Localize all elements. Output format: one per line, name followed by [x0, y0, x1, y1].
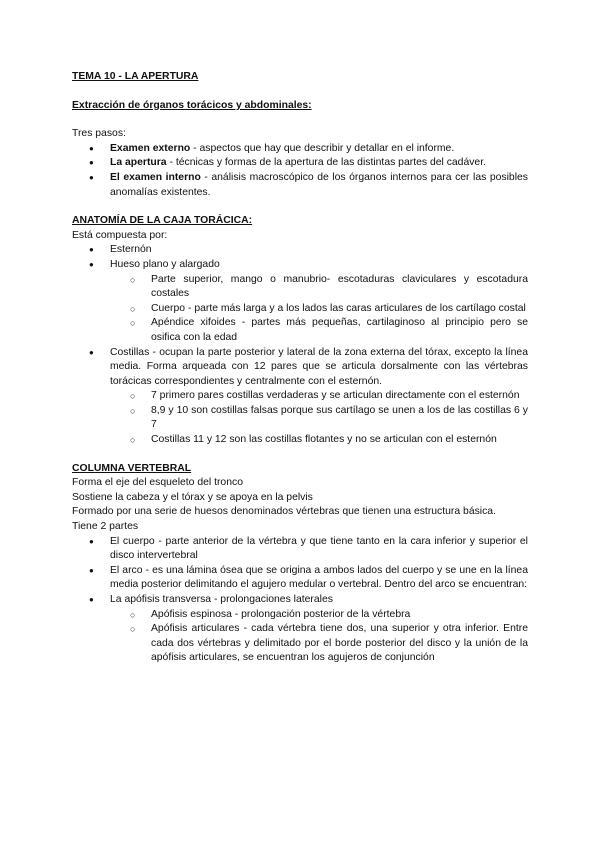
- list-item: ● El arco - es una lámina ósea que se origina a ambos lados del cuerpo y se une en la línea media posterior delimitando el agujero medular o vertebral. Dentro del arco se encuentran:: [72, 564, 528, 593]
- sub-list-item: ○ Costillas 11 y 12 son las costillas flotantes y no se articulan con el esternón: [72, 433, 528, 448]
- sub-list-item: ○ Cuerpo - parte más larga y a los lados las caras articulares de los cartílago costal: [72, 302, 528, 317]
- sub-list-item: ○ Apéndice xifoides - partes más pequeñas, cartilaginoso al principio pero se osifica con la edad: [72, 316, 528, 345]
- list-item: ● Esternón: [72, 243, 528, 258]
- paragraph-line: Formado por una serie de huesos denominados vértebras que tienen una estructura básica.: [72, 506, 496, 518]
- document-page: [72, 70, 528, 666]
- list-item: ● Examen externo - aspectos que hay que describir y detallar en el informe.: [72, 142, 528, 157]
- steps-list: [72, 142, 528, 200]
- section-title-extraccion: Extracción de órganos torácicos y abdominales:: [72, 99, 312, 111]
- list-item: ● El examen interno - análisis macroscópico de los órganos internos para cer las posibles anomalías existentes.: [72, 171, 528, 200]
- section-intro: Tres pasos:: [72, 128, 126, 140]
- list-item: ● Costillas - ocupan la parte posterior y lateral de la zona externa del tórax, excepto la línea media. Forma arqueada con 12 pares que se articula dorsalmente con las vértebras torácicas correspondientes y centralmente con el esternón. ○ 7 primero pares costillas verdaderas y se articulan directamente con el esternón ○ 8,9 y 10 son costillas falsas porque sus cartílago se unen a los de las costillas 6 y 7 ○ Costillas 11 y 12 son las costillas flotantes y no se articulan con el esternón: [72, 346, 528, 448]
- sub-list-item: ○ Apófisis articulares - cada vértebra tiene dos, una superior y otra inferior. Entre cada dos vértebras y delimitado por el borde posterior del disco y la unión de la apófisis articulares, se encuentran los agujeros de conjunción: [72, 622, 528, 666]
- sub-list: [110, 389, 528, 447]
- paragraph-line: Sostiene la cabeza y el tórax y se apoya en la pelvis: [72, 491, 313, 503]
- section-intro: Está compuesta por:: [72, 229, 168, 241]
- list-item: ● La apófisis transversa - prolongaciones laterales ○ Apófisis espinosa - prolongación posterior de la vértebra ○ Apófisis articulares - cada vértebra tiene dos, una superior y otra inferior. Entre cada dos vértebras y delimitado por el borde posterior del disco y la unión de la apófisis articulares, se encuentran los agujeros de conjunción: [72, 593, 528, 666]
- sub-list-item: ○ Parte superior, mango o manubrio- escotaduras claviculares y escotadura costales: [72, 273, 528, 302]
- sub-list: [110, 608, 528, 666]
- anatomy-list: [72, 243, 528, 447]
- sub-list-item: ○ Apófisis espinosa - prolongación posterior de la vértebra: [72, 608, 528, 623]
- paragraph-line: Forma el eje del esqueleto del tronco: [72, 477, 243, 489]
- paragraph-line: Tiene 2 partes: [72, 521, 139, 533]
- sub-list-item: ○ 7 primero pares costillas verdaderas y se articulan directamente con el esternón: [72, 389, 528, 404]
- list-item: ● Hueso plano y alargado ○ Parte superior, mango o manubrio- escotaduras claviculares y escotadura costales ○ Cuerpo - parte más larga y a los lados las caras articulares de los cartílago costal ○ Apéndice xifoides - partes más pequeñas, cartilaginoso al principio pero se osifica con la edad: [72, 258, 528, 346]
- sub-list: [110, 273, 528, 346]
- document-heading: TEMA 10 - LA APERTURA: [72, 71, 199, 82]
- list-item: ● La apertura - técnicas y formas de la apertura de las distintas partes del cadáver.: [72, 156, 528, 171]
- sub-list-item: ○ 8,9 y 10 son costillas falsas porque sus cartílago se unen a los de las costillas 6 y 7: [72, 404, 528, 433]
- spine-list: [72, 535, 528, 666]
- list-item: ● El cuerpo - parte anterior de la vértebra y que tiene tanto en la cara inferior y superior el disco intervertebral: [72, 535, 528, 564]
- section-title-columna: COLUMNA VERTEBRAL: [72, 462, 192, 474]
- section-title-anatomia: ANATOMÍA DE LA CAJA TORÁCICA:: [72, 215, 253, 227]
